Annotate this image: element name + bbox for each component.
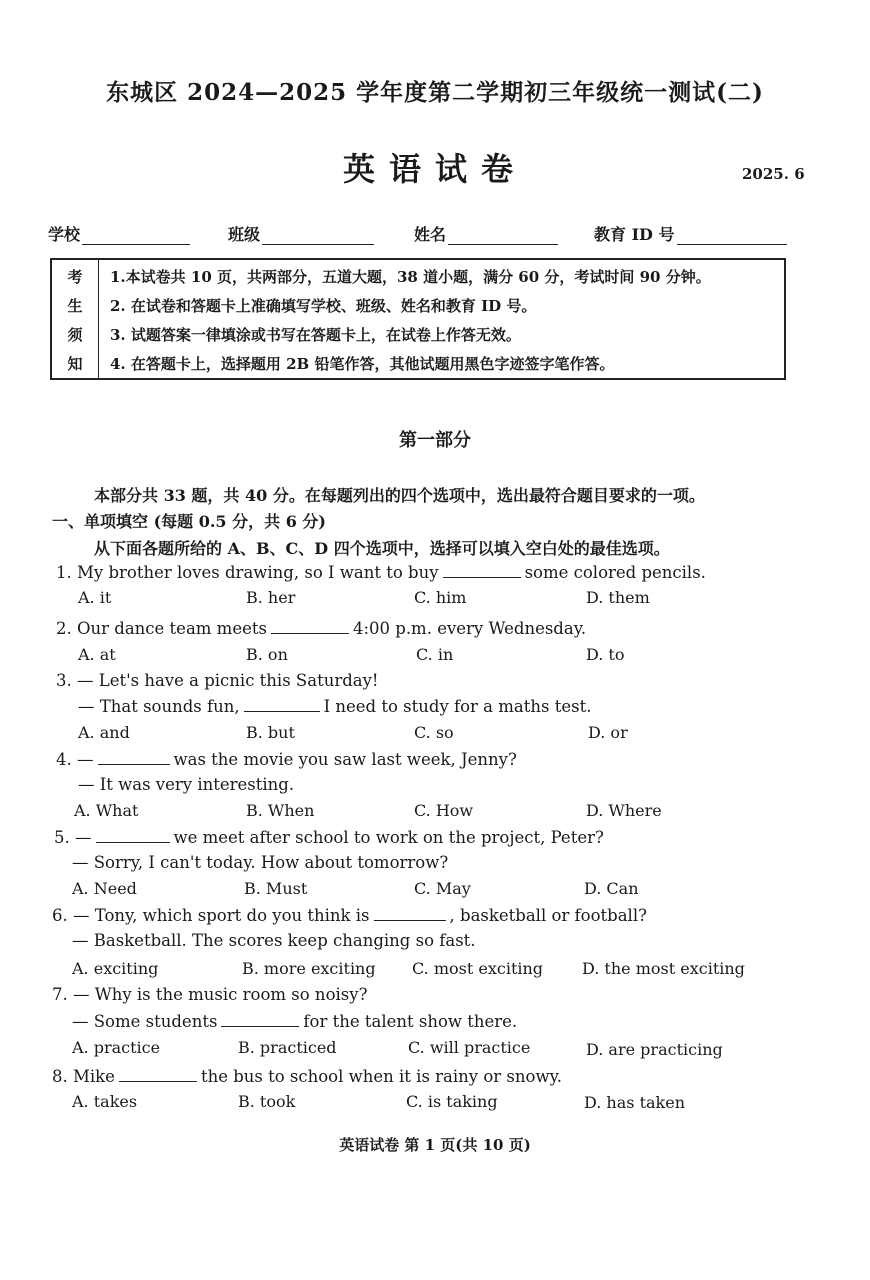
name-label: 姓名 bbox=[414, 225, 447, 244]
class-label: 班级 bbox=[228, 225, 261, 244]
notice-label: 知 bbox=[67, 355, 83, 373]
question-text: 4. — bbox=[56, 750, 94, 769]
option-c: C. most exciting bbox=[412, 959, 544, 978]
class-blank bbox=[262, 226, 374, 245]
option-b: B. Must bbox=[244, 879, 308, 898]
option-c: C. will practice bbox=[408, 1038, 531, 1057]
question-text: 6. — Tony, which sport do you think is bbox=[52, 906, 370, 925]
question-text: some colored pencils. bbox=[524, 563, 706, 582]
question-stem bbox=[56, 618, 586, 638]
option-c: C. May bbox=[414, 879, 471, 898]
question-stem bbox=[78, 696, 591, 716]
question-stem bbox=[56, 749, 517, 769]
notice-rule: 2. 在试卷和答题卡上准确填写学校、班级、姓名和教育 ID 号。 bbox=[110, 297, 537, 315]
option-a: A. at bbox=[78, 645, 116, 664]
school-field bbox=[48, 222, 190, 245]
option-b: B. on bbox=[246, 645, 288, 664]
option-c: C. so bbox=[414, 723, 454, 742]
option-c: C. is taking bbox=[406, 1092, 498, 1111]
question-line: 7. — Why is the music room so noisy? bbox=[52, 985, 368, 1004]
question-text: — That sounds fun, bbox=[78, 697, 240, 716]
option-a: A. Need bbox=[72, 879, 137, 898]
option-d: D. or bbox=[588, 723, 628, 742]
option-b: B. took bbox=[238, 1092, 296, 1111]
class-field bbox=[228, 222, 374, 245]
option-b: B. When bbox=[246, 801, 315, 820]
question-text: was the movie you saw last week, Jenny? bbox=[173, 750, 517, 769]
edu-id-field bbox=[594, 222, 787, 245]
part-heading: 第一部分 bbox=[399, 430, 471, 451]
notice-label: 考 bbox=[67, 268, 83, 286]
question-stem bbox=[56, 562, 706, 582]
answer-blank bbox=[374, 905, 446, 921]
option-a: A. exciting bbox=[72, 959, 159, 978]
notice-label: 须 bbox=[67, 326, 83, 344]
question-stem bbox=[72, 1011, 517, 1031]
answer-blank bbox=[98, 749, 170, 765]
option-c: C. How bbox=[414, 801, 474, 820]
notice-rule: 1.本试卷共 10 页，共两部分，五道大题，38 道小题，满分 60 分，考试时间 90 分钟。 bbox=[110, 268, 711, 286]
option-a: A. takes bbox=[72, 1092, 138, 1111]
option-d: D. them bbox=[586, 588, 650, 607]
answer-blank bbox=[443, 562, 521, 578]
question-line: — Basketball. The scores keep changing so fast. bbox=[72, 931, 476, 950]
option-b: B. but bbox=[246, 723, 295, 742]
option-a: A. and bbox=[78, 723, 130, 742]
option-b: B. more exciting bbox=[242, 959, 376, 978]
question-text: 2. Our dance team meets bbox=[56, 619, 267, 638]
question-line: — Sorry, I can't today. How about tomorrow? bbox=[72, 853, 449, 872]
question-stem bbox=[54, 827, 604, 847]
edu-id-blank bbox=[677, 226, 787, 245]
question-text: we meet after school to work on the project, Peter? bbox=[173, 828, 604, 847]
option-b: B. practiced bbox=[238, 1038, 337, 1057]
section-title: 一、单项填空 (每题 0.5 分，共 6 分) bbox=[52, 512, 326, 531]
name-field bbox=[414, 222, 558, 245]
edu-id-label: 教育 ID 号 bbox=[594, 225, 675, 244]
question-stem bbox=[52, 905, 647, 925]
question-text: 4:00 p.m. every Wednesday. bbox=[352, 619, 587, 638]
name-blank bbox=[448, 226, 558, 245]
notice-label-column bbox=[52, 260, 99, 378]
notice-rule: 3. 试题答案一律填涂或书写在答题卡上，在试卷上作答无效。 bbox=[110, 326, 521, 344]
question-text: — Some students bbox=[72, 1012, 218, 1031]
notice-rule: 4. 在答题卡上，选择题用 2B 铅笔作答，其他试题用黑色字迹签字笔作答。 bbox=[110, 355, 615, 373]
question-text: for the talent show there. bbox=[303, 1012, 518, 1031]
page-footer: 英语试卷 第 1 页(共 10 页) bbox=[339, 1136, 531, 1154]
question-text: I need to study for a maths test. bbox=[323, 697, 592, 716]
option-a: A. What bbox=[74, 801, 139, 820]
exam-notice-box bbox=[50, 258, 786, 380]
question-text: 8. Mike bbox=[52, 1067, 115, 1086]
option-a: A. it bbox=[78, 588, 112, 607]
answer-blank bbox=[96, 827, 170, 843]
exam-subtitle: 英语试卷 bbox=[342, 150, 527, 188]
notice-label: 生 bbox=[67, 297, 83, 315]
option-a: A. practice bbox=[72, 1038, 161, 1057]
option-d: D. to bbox=[586, 645, 625, 664]
answer-blank bbox=[221, 1011, 299, 1027]
question-text: the bus to school when it is rainy or snowy. bbox=[200, 1067, 562, 1086]
option-d: D. the most exciting bbox=[582, 959, 745, 978]
answer-blank bbox=[244, 696, 320, 712]
option-d: D. Where bbox=[586, 801, 662, 820]
school-blank bbox=[82, 226, 190, 245]
section-instructions: 从下面各题所给的 A、B、C、D 四个选项中，选择可以填入空白处的最佳选项。 bbox=[94, 539, 670, 558]
option-d: D. Can bbox=[584, 879, 639, 898]
part-intro: 本部分共 33 题，共 40 分。在每题列出的四个选项中，选出最符合题目要求的一项。 bbox=[94, 486, 705, 505]
question-line: — It was very interesting. bbox=[78, 775, 295, 794]
option-b: B. her bbox=[246, 588, 296, 607]
question-line: 3. — Let's have a picnic this Saturday! bbox=[56, 671, 379, 690]
answer-blank bbox=[271, 618, 349, 634]
question-text: 5. — bbox=[54, 828, 92, 847]
question-text: 1. My brother loves drawing, so I want to buy bbox=[56, 563, 439, 582]
option-c: C. in bbox=[416, 645, 454, 664]
answer-blank bbox=[119, 1066, 197, 1082]
question-text: , basketball or football? bbox=[449, 906, 647, 925]
option-d: D. has taken bbox=[584, 1093, 686, 1112]
exam-title: 东城区 2024—2025 学年度第二学期初三年级统一测试(二) bbox=[106, 79, 764, 106]
option-c: C. him bbox=[414, 588, 467, 607]
school-label: 学校 bbox=[48, 225, 81, 244]
option-d: D. are practicing bbox=[586, 1040, 723, 1059]
exam-date: 2025. 6 bbox=[742, 165, 805, 183]
question-stem bbox=[52, 1066, 562, 1086]
